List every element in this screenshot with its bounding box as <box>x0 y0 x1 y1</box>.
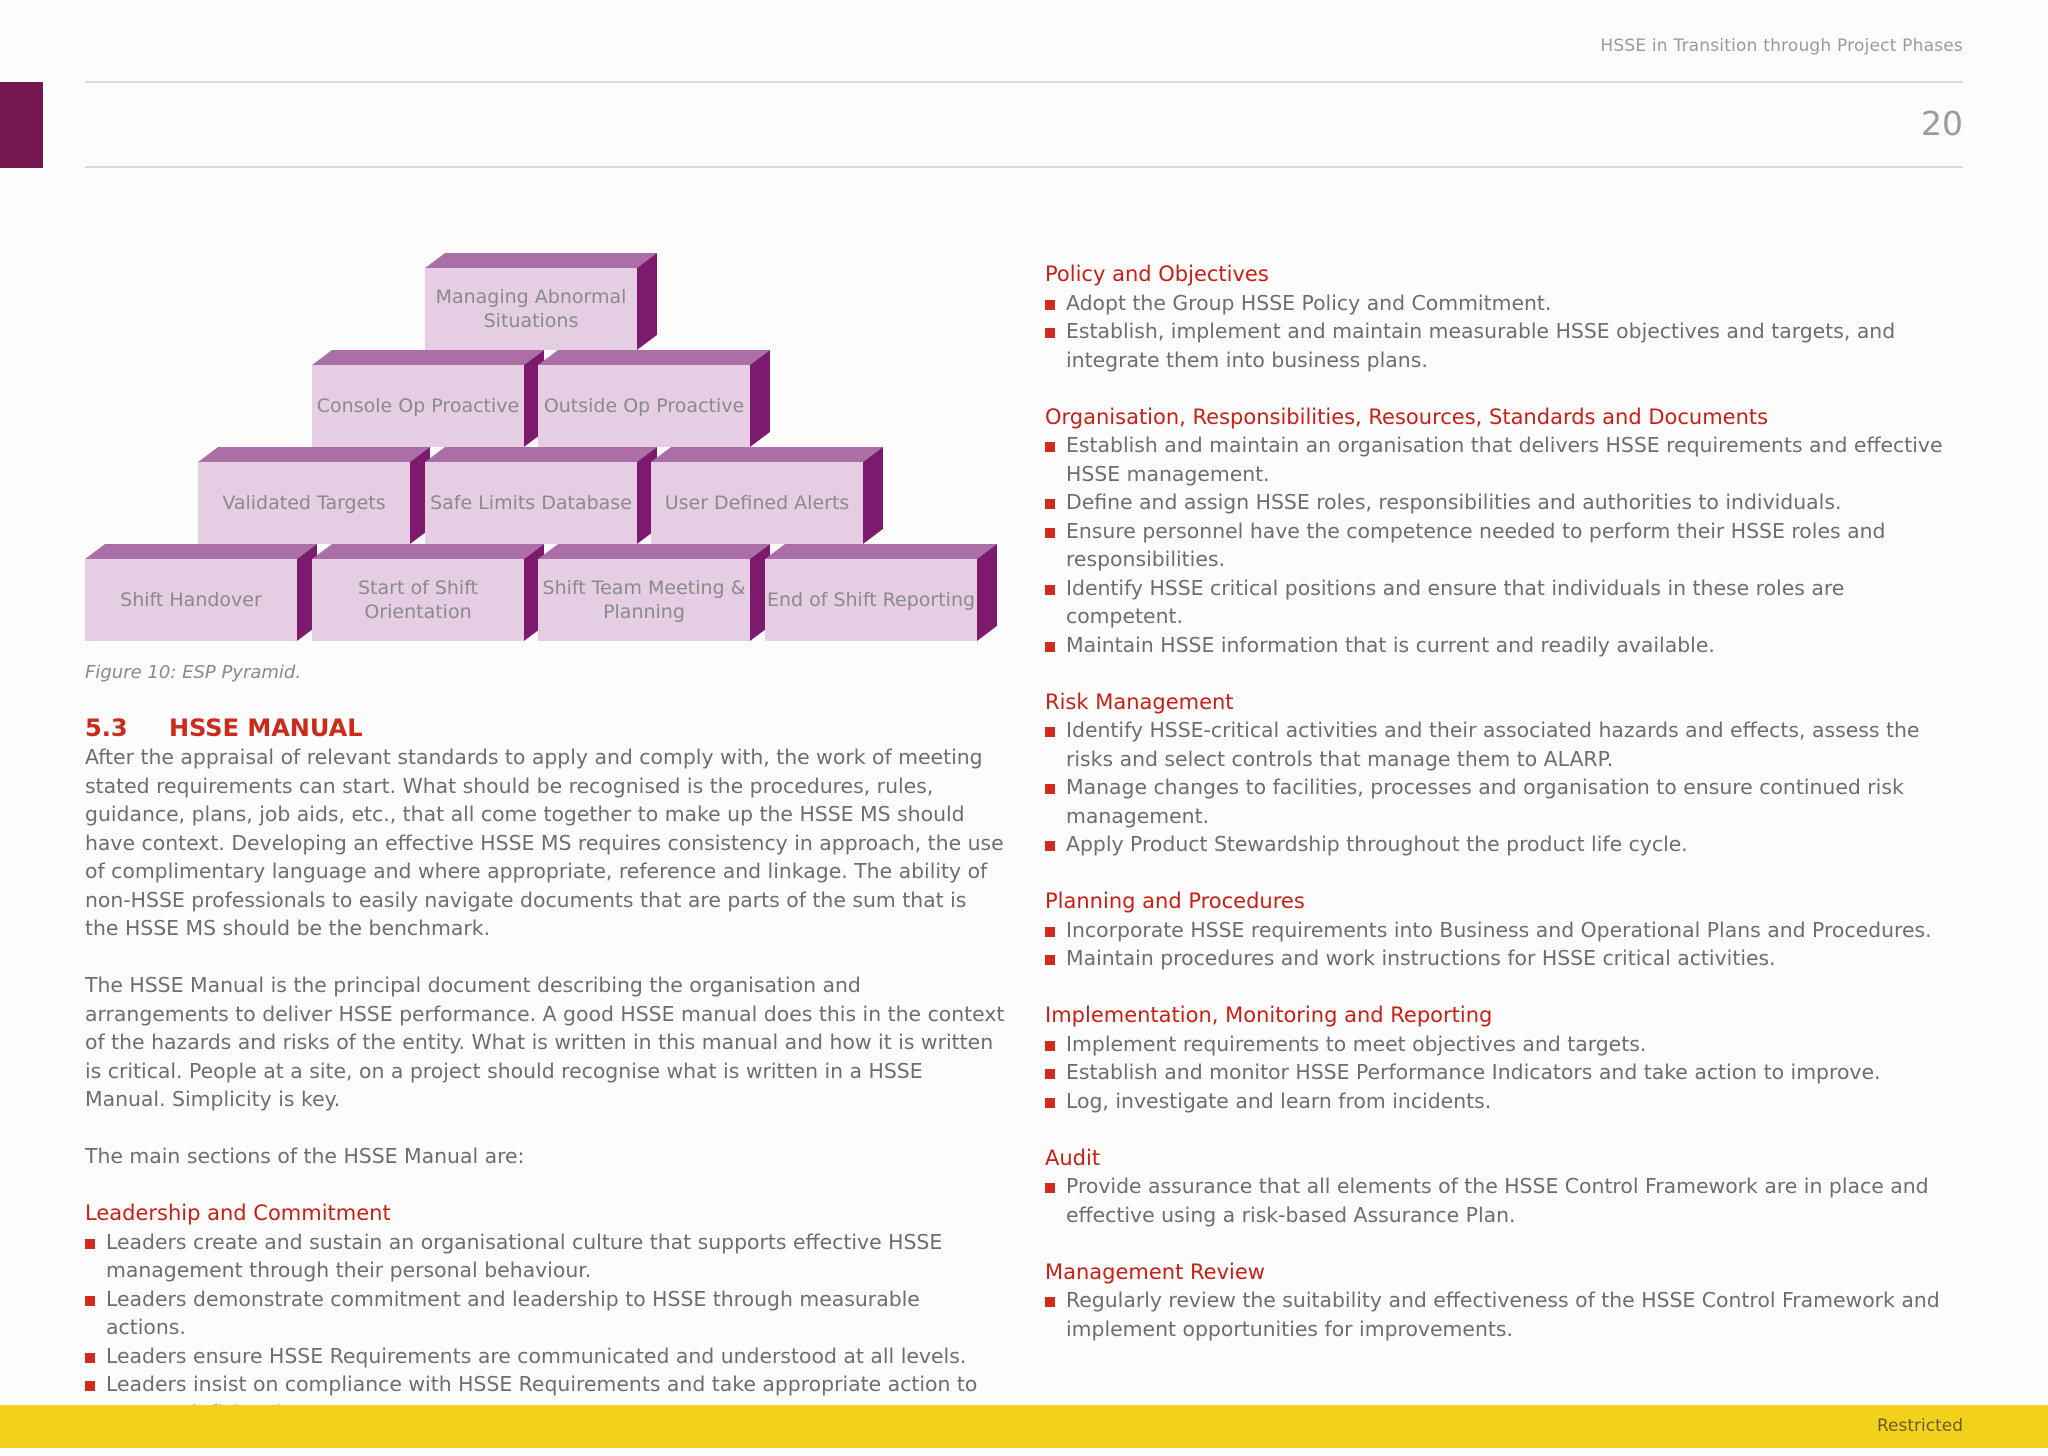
bullet-item: Incorporate HSSE requirements into Business and Operational Plans and Procedures. <box>1045 916 1963 945</box>
pyramid-block <box>198 447 430 544</box>
bullet-list <box>1045 1286 1963 1343</box>
pyramid-block-label: User Defined Alerts <box>651 462 863 544</box>
manual-section <box>1045 688 1963 859</box>
bullet-item: Adopt the Group HSSE Policy and Commitment. <box>1045 289 1963 318</box>
right-column <box>1045 260 1963 1372</box>
bullet-item: Manage changes to facilities, processes and organisation to ensure continued risk management. <box>1045 773 1963 830</box>
figure-caption: Figure 10: ESP Pyramid. <box>85 662 302 683</box>
bullet-item: Establish and maintain an organisation that delivers HSSE requirements and effective HSSE management. <box>1045 431 1963 488</box>
bullet-list <box>85 1228 1005 1428</box>
pyramid-block-label: Safe Limits Database <box>425 462 637 544</box>
bullet-item: Define and assign HSSE roles, responsibilities and authorities to individuals. <box>1045 488 1963 517</box>
pyramid-block-label: End of Shift Reporting <box>765 559 977 641</box>
manual-section <box>1045 1258 1963 1344</box>
manual-section <box>1045 403 1963 660</box>
pyramid-block <box>312 544 544 641</box>
bullet-item: Leaders demonstrate commitment and leadership to HSSE through measurable actions. <box>85 1285 1005 1342</box>
bullet-item: Establish and monitor HSSE Performance Indicators and take action to improve. <box>1045 1058 1963 1087</box>
bullet-item: Identify HSSE critical positions and ensure that individuals in these roles are competent. <box>1045 574 1963 631</box>
bullet-item: Leaders create and sustain an organisational culture that supports effective HSSE management through their personal behaviour. <box>85 1228 1005 1285</box>
bullet-item: Leaders ensure HSSE Requirements are communicated and understood at all levels. <box>85 1342 1005 1371</box>
bullet-item: Regularly review the suitability and effectiveness of the HSSE Control Framework and implement opportunities for improvements. <box>1045 1286 1963 1343</box>
pyramid-block-label: Managing Abnormal Situations <box>425 268 637 350</box>
subsection-heading: Implementation, Monitoring and Reporting <box>1045 1003 1493 1027</box>
subsection-heading: Risk Management <box>1045 689 1234 714</box>
section-title: HSSE MANUAL <box>169 714 363 742</box>
pyramid-block-label: Start of Shift Orientation <box>312 559 524 641</box>
footer-bar <box>0 1405 2048 1448</box>
pyramid-block <box>425 447 657 544</box>
bullet-list <box>1045 431 1963 659</box>
pyramid-block-label: Shift Handover <box>85 559 297 641</box>
subsection-heading: Audit <box>1045 1145 1101 1170</box>
bullet-item: Apply Product Stewardship throughout the product life cycle. <box>1045 830 1963 859</box>
bullet-item: Ensure personnel have the competence needed to perform their HSSE roles and responsibilities. <box>1045 517 1963 574</box>
esp-pyramid <box>85 253 1005 653</box>
paragraph: After the appraisal of relevant standards to apply and comply with, the work of meeting stated requirements can start. What should be recognised is the procedures, rules, guidance, plans, job aids, etc., that all come together to make up the HSSE MS should have context. Developing an effective HSSE MS requires consistency in approach, the use of complimentary language and where appropriate, reference and linkage. The ability of non-HSSE professionals to easily navigate documents that are parts of the sum that is the HSSE MS should be the benchmark. <box>85 745 1004 940</box>
pyramid-block <box>765 544 997 641</box>
bullet-item: Establish, implement and maintain measurable HSSE objectives and targets, and integrate them into business plans. <box>1045 317 1963 374</box>
subsection-heading: Planning and Procedures <box>1045 889 1305 913</box>
running-title: HSSE in Transition through Project Phases <box>1600 36 1963 56</box>
bullet-list <box>1045 1030 1963 1116</box>
header-rule-bottom <box>85 166 1963 168</box>
bullet-item: Identify HSSE-critical activities and their associated hazards and effects, assess the risks and select controls that manage them to ALARP. <box>1045 716 1963 773</box>
pyramid-block <box>85 544 317 641</box>
bullet-list <box>1045 716 1963 859</box>
section-heading <box>85 713 1005 743</box>
accent-tab <box>0 82 43 168</box>
pyramid-block-label: Outside Op Proactive <box>538 365 750 447</box>
manual-section <box>1045 887 1963 973</box>
pyramid-block <box>425 253 657 350</box>
bullet-item: Leaders insist on compliance with HSSE Requirements and take appropriate action to <box>85 1370 1005 1427</box>
bullet-item: Provide assurance that all elements of the HSSE Control Framework are in place and effective using a risk-based Assurance Plan. <box>1045 1172 1963 1229</box>
pyramid-block <box>312 350 544 447</box>
manual-section <box>85 1199 1005 1427</box>
bullet-item: Implement requirements to meet objectives and targets. <box>1045 1030 1963 1059</box>
paragraph: The main sections of the HSSE Manual are: <box>85 1144 525 1168</box>
manual-section <box>1045 260 1963 374</box>
bullet-list <box>1045 289 1963 375</box>
page-number: 20 <box>1921 104 1963 143</box>
paragraph: The HSSE Manual is the principal document describing the organisation and arrangements to deliver HSSE performance. A good HSSE manual does this in the context of the hazards and risks of the entity. What is written in this manual and how it is written is critical. People at a site, on a project should recognise what is written in a HSSE Manual. Simplicity is key. <box>85 973 1005 1111</box>
pyramid-block-label: Validated Targets <box>198 462 410 544</box>
header-rule-top <box>85 81 1963 83</box>
left-column <box>85 713 1005 1456</box>
pyramid-block-label: Shift Team Meeting & Planning <box>538 559 750 641</box>
pyramid-block <box>538 544 770 641</box>
subsection-heading: Management Review <box>1045 1259 1265 1284</box>
subsection-heading: Leadership and Commitment <box>85 1201 391 1225</box>
manual-section <box>1045 1144 1963 1230</box>
pyramid-block-label: Console Op Proactive <box>312 365 524 447</box>
bullet-item: Maintain HSSE information that is current and readily available. <box>1045 631 1963 660</box>
section-number: 5.3 <box>85 714 128 742</box>
pyramid-block <box>651 447 883 544</box>
bullet-item: Log, investigate and learn from incidents. <box>1045 1087 1963 1116</box>
bullet-list <box>1045 1172 1963 1229</box>
bullet-item: Maintain procedures and work instructions for HSSE critical activities. <box>1045 944 1963 973</box>
classification-label: Restricted <box>1876 1416 1963 1436</box>
subsection-heading: Policy and Objectives <box>1045 262 1269 286</box>
bullet-list <box>1045 916 1963 973</box>
pyramid-block <box>538 350 770 447</box>
subsection-heading: Organisation, Responsibilities, Resources, Standards and Documents <box>1045 404 1769 429</box>
manual-section <box>1045 1001 1963 1115</box>
